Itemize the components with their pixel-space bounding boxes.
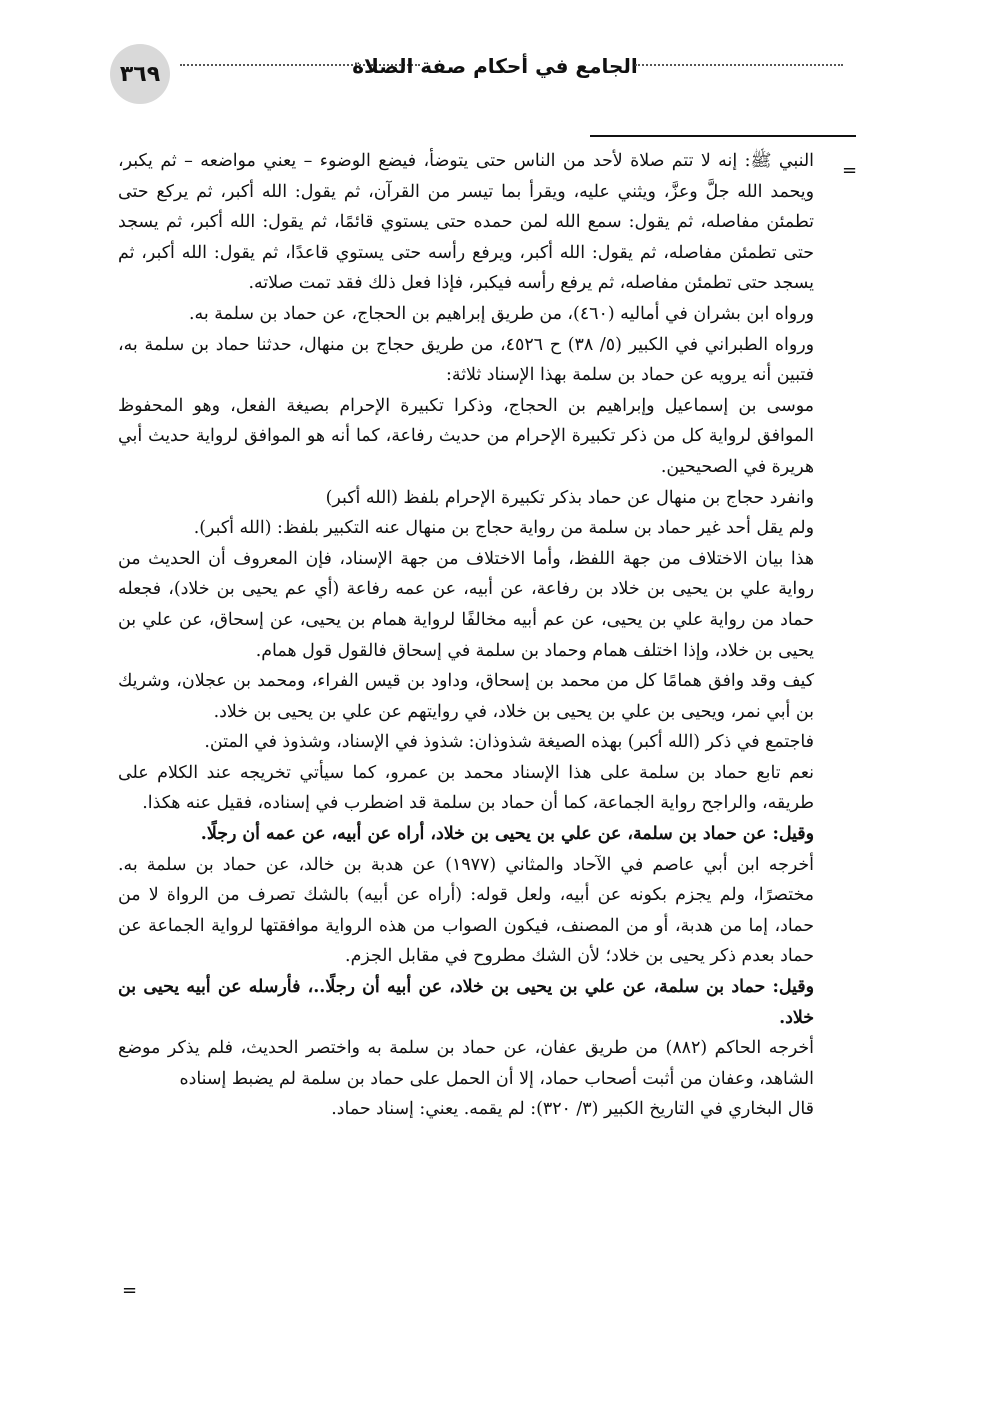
dotted-leader-right [635, 64, 843, 66]
bold-paragraph: وقيل: حماد بن سلمة، عن علي بن يحيى بن خلاد، عن أبيه أن رجلًا..، فأرسله عن أبيه يحيى بن خلاد. [118, 977, 814, 1028]
paragraph: هذا بيان الاختلاف من جهة اللفظ، وأما الاختلاف من جهة الإسناد، فإن المعروف أن الحديث من رواية علي بن يحيى بن خلاد بن رفاعة، عن أبيه، عن عمه رفاعة (أي عم يحيى بن خلاد)، فجعله حماد من رواية علي بن يحيى، عن عم أبيه مخالفًا لرواية همام بن يحيى، عن إسحاق، عن علي بن يحيى بن خلاد، وإذا اختلف همام وحماد بن سلمة في إسحاق فالقول قول همام. [118, 548, 814, 661]
footnote-rule [590, 135, 856, 137]
paragraph: قال البخاري في التاريخ الكبير (٣/ ٣٢٠): لم يقمه. يعني: إسناد حماد. [331, 1099, 814, 1120]
footnote-text [118, 146, 814, 1125]
paragraph: وانفرد حجاج بن منهال عن حماد بذكر تكبيرة الإحرام بلفظ (الله أكبر) [325, 487, 814, 508]
continuation-marker-top: = [842, 160, 858, 181]
paragraph: النبي ﷺ: إنه لا تتم صلاة لأحد من الناس حتى يتوضأ، فيضع الوضوء – يعني مواضعه – ثم يكبر، ويحمد الله جلَّ وعزَّ، ويثني عليه، ويقرأ بما تيسر من القرآن، ثم يقول: الله أكبر، ثم يركع حتى تطمئن مفاصله، ثم يقول: سمع الله لمن حمده حتى يستوي قائمًا، ثم يقول: الله أكبر، ثم يسجد حتى تطمئن مفاصله، ثم يقول: الله أكبر، ويرفع رأسه حتى يستوي قاعدًا، ثم يقول: الله أكبر، ثم يسجد حتى تطمئن مفاصله، ثم يرفع رأسه فيكبر، فإذا فعل ذلك فقد تمت صلاته. [118, 151, 814, 294]
page-header [100, 44, 860, 104]
paragraph: فاجتمع في ذكر (الله أكبر) بهذه الصيغة شذوذان: شذوذ في الإسناد، وشذوذ في المتن. [204, 732, 814, 753]
paragraph: نعم تابع حماد بن سلمة على هذا الإسناد محمد بن عمرو، كما سيأتي تخريجه عند الكلام على طريقه، والراجح رواية الجماعة، كما أن حماد بن سلمة قد اضطرب في إسناده، فقيل عنه هكذا. [118, 762, 814, 814]
paragraph: ورواه ابن بشران في أماليه (٤٦٠)، من طريق إبراهيم بن الحجاج، عن حماد بن سلمة به. [188, 303, 814, 324]
paragraph: أخرجه الحاكم (٨٨٢) من طريق عفان، عن حماد بن سلمة به واختصر الحديث، فلم يذكر موضع الشاهد، وعفان من أثبت أصحاب حماد، إلا أن الحمل على حماد بن سلمة لم يضبط إسناده [118, 1038, 814, 1089]
paragraph: ولم يقل أحد غير حماد بن سلمة من رواية حجاج بن منهال عنه التكبير بلفظ: (الله أكبر). [193, 518, 814, 539]
paragraph: أخرجه ابن أبي عاصم في الآحاد والمثاني (١٩٧٧) عن هدبة بن خالد، عن حماد بن سلمة به. مختصرًا، ولم يجزم بكونه عن أبيه، ولعل قوله: (أراه عن أبيه) بالشك تصرف من الرواة لا من حماد، إما من هدبة، أو من المصنف، فيكون الصواب من هذه الرواية موافقتها لرواية الجماعة عن حماد بعدم ذكر يحيى بن خلاد؛ لأن الشك مطروح في مقابل الجزم. [118, 854, 814, 967]
bold-paragraph: وقيل: عن حماد بن سلمة، عن علي بن يحيى بن خلاد، أراه عن أبيه، عن عمه أن رجلًا. [200, 824, 814, 845]
continuation-marker-bottom: = [122, 1280, 138, 1301]
paragraph: ورواه الطبراني في الكبير (٥/ ٣٨) ح ٤٥٢٦، من طريق حجاج بن منهال، حدثنا حماد بن سلمة به، فتبين أنه يرويه عن حماد بن سلمة بهذا الإسناد ثلاثة: [118, 334, 815, 386]
paragraph: موسى بن إسماعيل وإبراهيم بن الحجاج، وذكرا تكبيرة الإحرام بصيغة الفعل، وهو المحفوظ الموافق لرواية كل من ذكر تكبيرة الإحرام من حديث رفاعة، كما أنه هو الموافق لرواية حديث أبي هريرة في الصحيحين. [118, 395, 814, 477]
page-number: ٣٦٩ [110, 44, 170, 104]
book-title: الجامع في أحكام صفة الصلاة [352, 54, 638, 78]
paragraph: كيف وقد وافق همامًا كل من محمد بن إسحاق، وداود بن قيس الفراء، ومحمد بن عجلان، وشريك بن أبي نمر، ويحيى بن علي بن يحيى بن خلاد، في روايتهم عن علي بن يحيى بن خلاد. [118, 671, 814, 722]
